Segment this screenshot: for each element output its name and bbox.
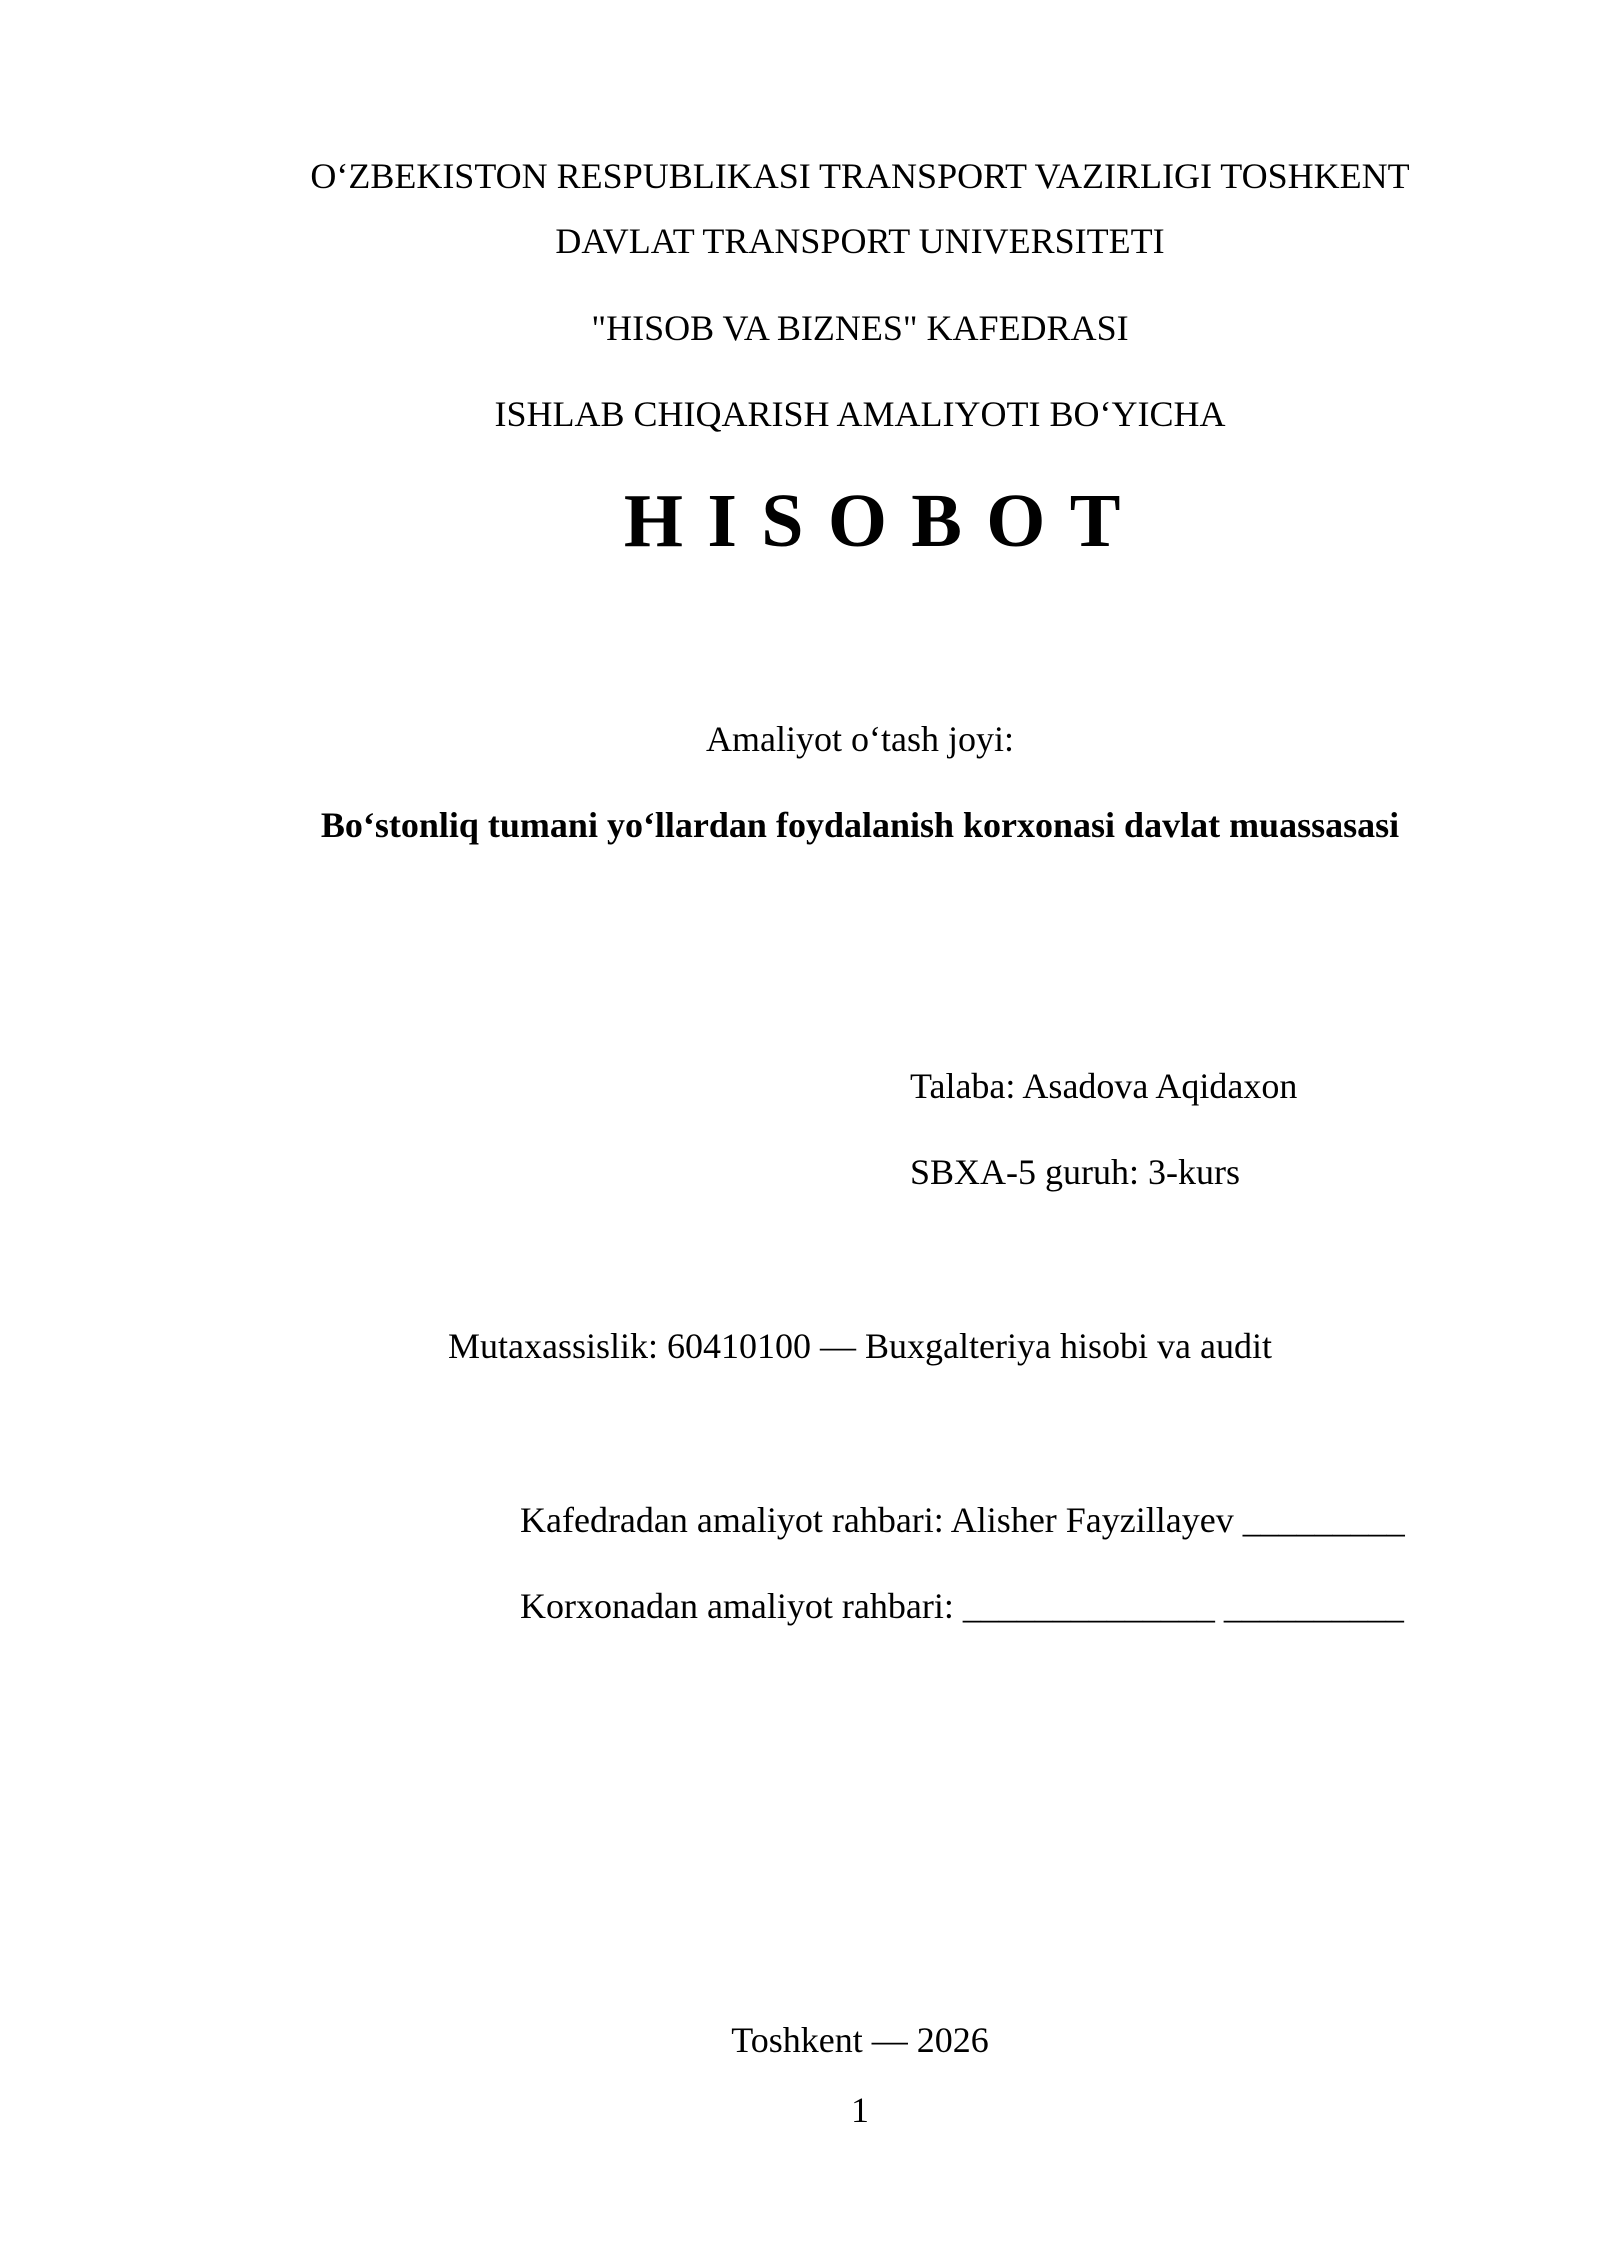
practice-place-label: Amaliyot o‘tash joyi: — [706, 719, 1014, 759]
city-year: Toshkent — 2026 — [731, 2020, 989, 2060]
university-name-line-2: DAVLAT TRANSPORT UNIVERSITETI — [555, 221, 1165, 261]
department-name: "HISOB VA BIZNES" KAFEDRASI — [591, 308, 1129, 348]
student-group: SBXA-5 guruh: 3-kurs — [910, 1152, 1240, 1192]
student-name: Talaba: Asadova Aqidaxon — [910, 1066, 1298, 1106]
university-name-line-1: O‘ZBEKISTON RESPUBLIKASI TRANSPORT VAZIRLIGI TOSHKENT — [310, 156, 1410, 196]
specialty-line: Mutaxassislik: 60410100 — Buxgalteriya hisobi va audit — [448, 1326, 1272, 1366]
page-number: 1 — [851, 2090, 869, 2130]
department-supervisor: Kafedradan amaliyot rahbari: Alisher Fayzillayev _________ — [520, 1500, 1405, 1540]
report-title: HISOBOT — [623, 479, 1145, 563]
company-supervisor: Korxonadan amaliyot rahbari: ______________ __________ — [520, 1586, 1404, 1626]
practice-place-value: Bo‘stonliq tumani yo‘llardan foydalanish korxonasi davlat muassasasi — [320, 805, 1400, 845]
report-subtitle: ISHLAB CHIQARISH AMALIYOTI BO‘YICHA — [494, 394, 1226, 434]
